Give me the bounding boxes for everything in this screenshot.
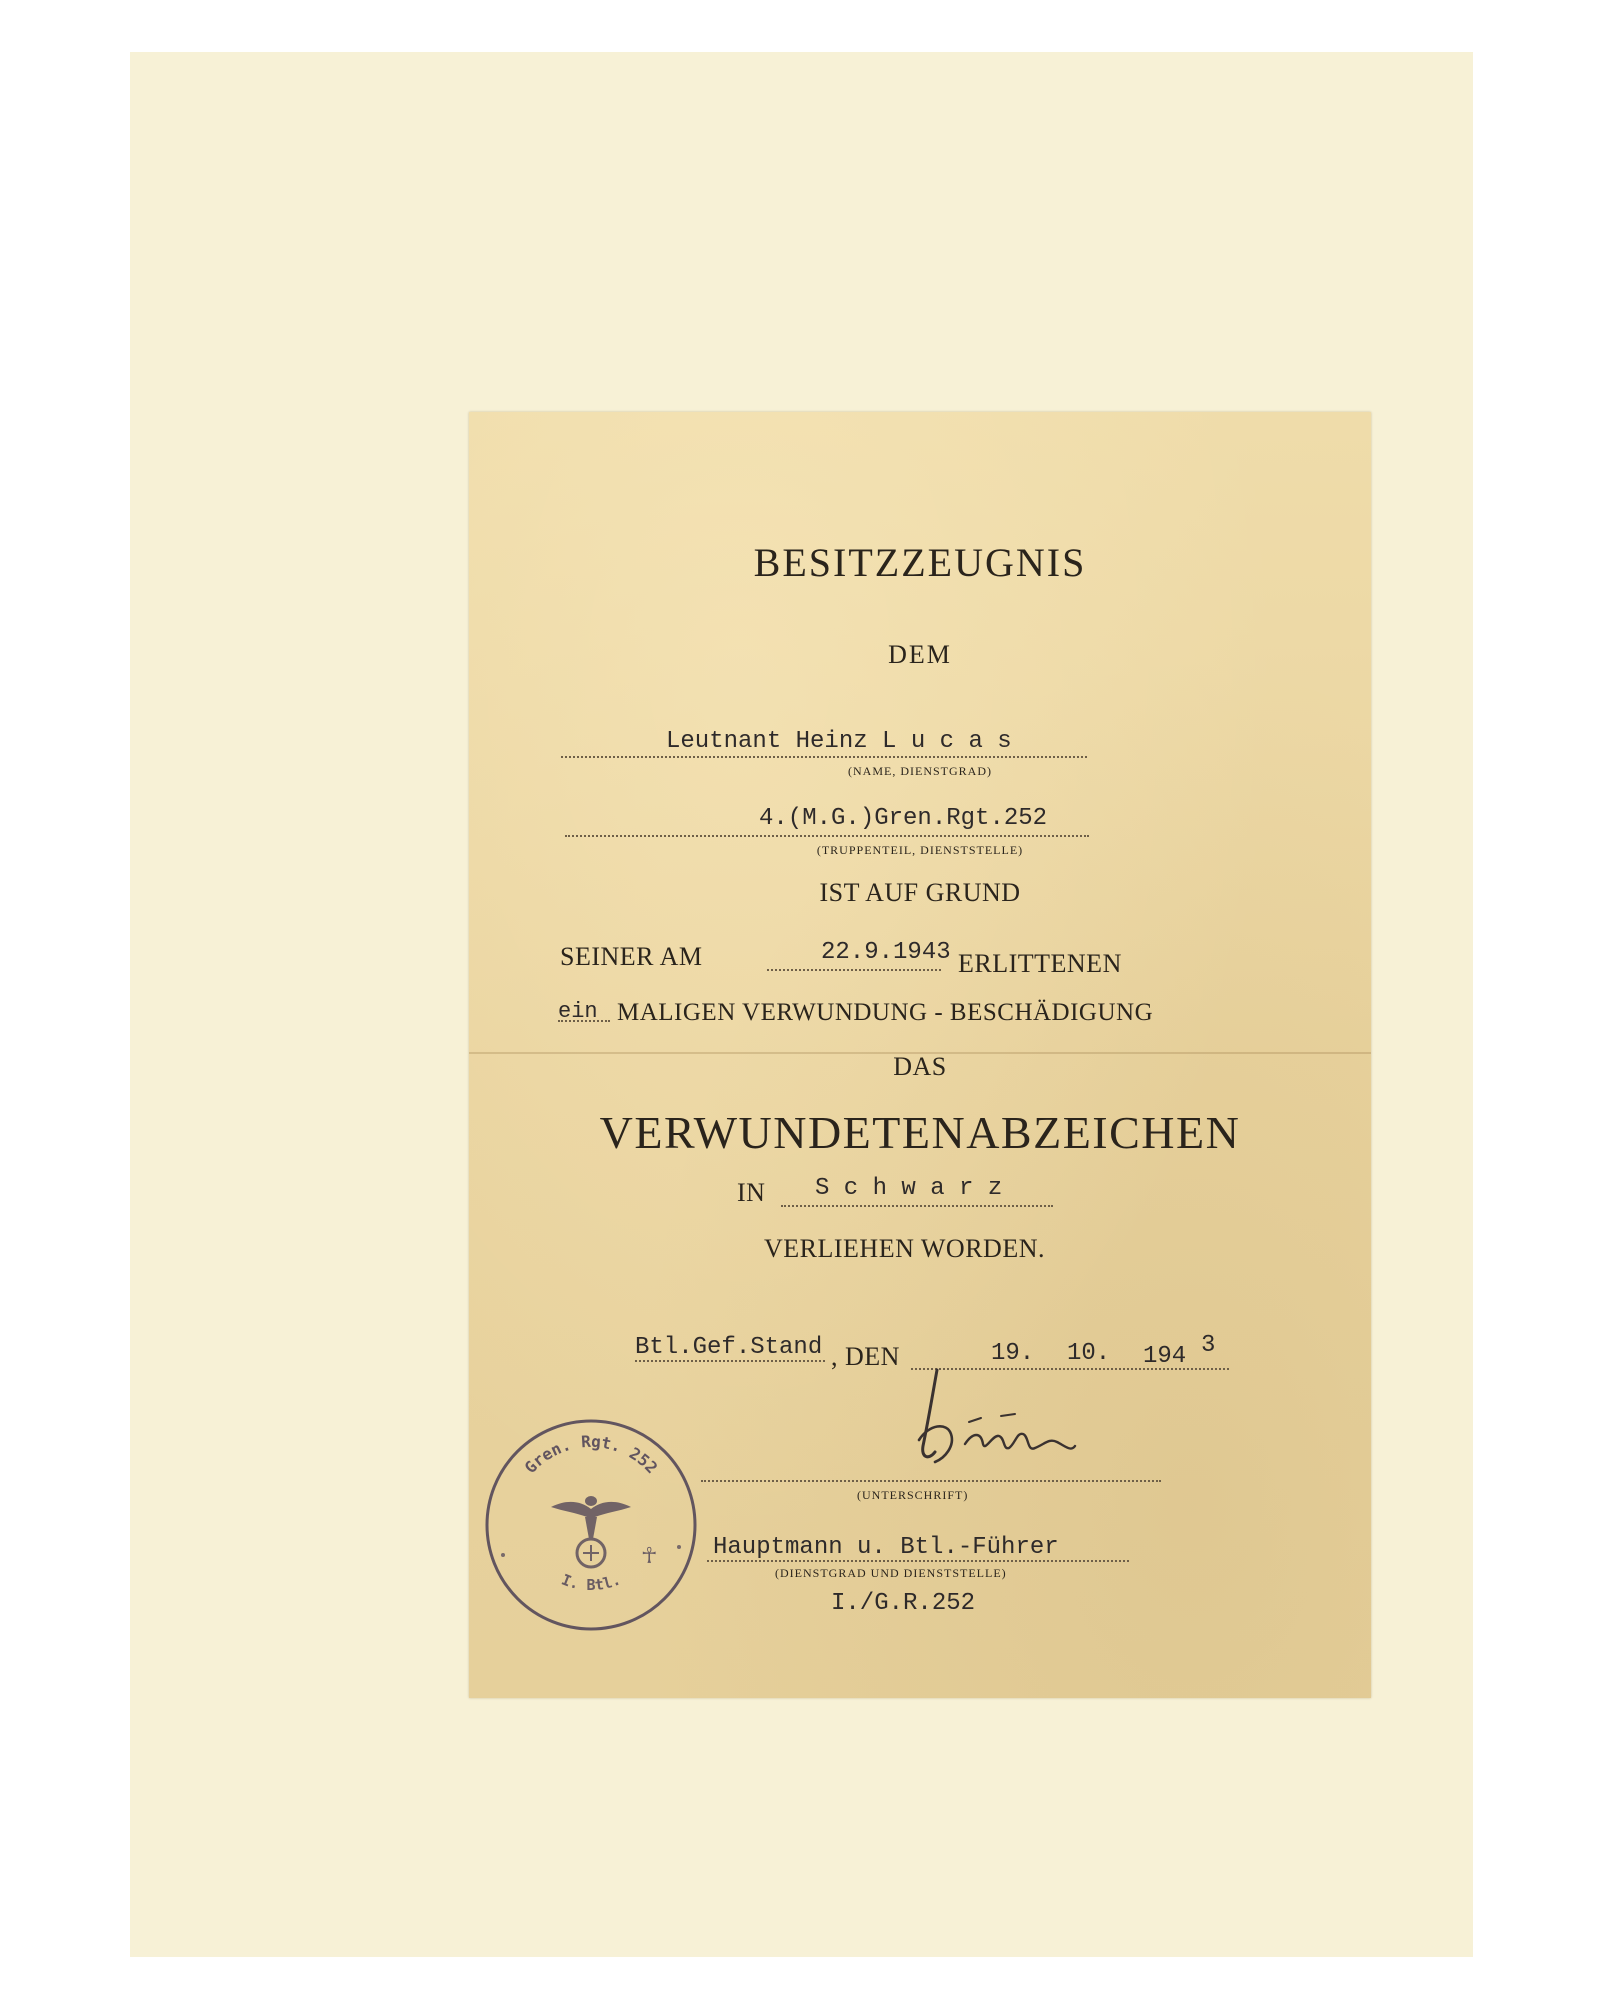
wound-date-line (767, 969, 941, 971)
den-text: , DEN (831, 1342, 900, 1371)
date-year: 194 (1143, 1343, 1187, 1370)
official-stamp (481, 1415, 701, 1635)
unit-caption: (TRUPPENTEIL, DIENSTSTELLE) (816, 843, 1024, 857)
dem-label: DEM (888, 640, 952, 669)
signature-mark (889, 1362, 1129, 1482)
grade-line (781, 1205, 1053, 1207)
stamp-top-text: Gren. Rgt. 252 (520, 1431, 662, 1478)
ein-line (558, 1020, 610, 1022)
unit-line (565, 835, 1089, 837)
document-title: BESITZZEUGNIS (753, 540, 1087, 585)
date-year-digit: 3 (1201, 1332, 1216, 1359)
date-month: 10. (1067, 1340, 1111, 1367)
signature-caption: (UNTERSCHRIFT) (857, 1488, 969, 1502)
in-text: IN (737, 1178, 766, 1207)
das-text: DAS (893, 1052, 947, 1081)
svg-text:I. Btl. (559, 1570, 623, 1594)
recipient-line (561, 756, 1087, 758)
place-line (635, 1360, 825, 1362)
ist-auf-grund-text: IST AUF GRUND (819, 878, 1021, 907)
certificate-paper (469, 412, 1371, 1698)
svg-text:☥: ☥ (641, 1544, 658, 1569)
erlittenen-text: ERLITTENEN (958, 949, 1122, 978)
mat-board (130, 52, 1473, 1957)
place-value: Btl.Gef.Stand (635, 1334, 823, 1361)
rank-value: Hauptmann u. Btl.-Führer (713, 1534, 1059, 1561)
verliehen-text: VERLIEHEN WORDEN. (764, 1234, 1045, 1263)
unit-short: I./G.R.252 (831, 1590, 976, 1617)
rank-caption: (DIENSTGRAD UND DIENSTSTELLE) (775, 1566, 1007, 1580)
wound-date: 22.9.1943 (821, 939, 951, 966)
seiner-am-text: SEINER AM (560, 942, 703, 971)
unit-value: 4.(M.G.)Gren.Rgt.252 (759, 805, 1048, 832)
eagle-emblem-icon (551, 1496, 631, 1567)
award-name: VERWUNDETENABZEICHEN (599, 1107, 1241, 1158)
grade-value: S c h w a r z (815, 1175, 1003, 1202)
signature-line (701, 1480, 1161, 1482)
date-day: 19. (991, 1340, 1035, 1367)
recipient-caption: (NAME, DIENSTGRAD) (848, 764, 992, 778)
svg-text:Gren. Rgt. 252 (521, 1432, 662, 1477)
ein-typed: ein (558, 999, 598, 1024)
wound-type-text: MALIGEN VERWUNDUNG - BESCHÄDIGUNG (617, 999, 1154, 1026)
recipient-name: Leutnant Heinz L u c a s (666, 728, 1012, 755)
stamp-bottom-text: I. Btl. (558, 1570, 624, 1595)
